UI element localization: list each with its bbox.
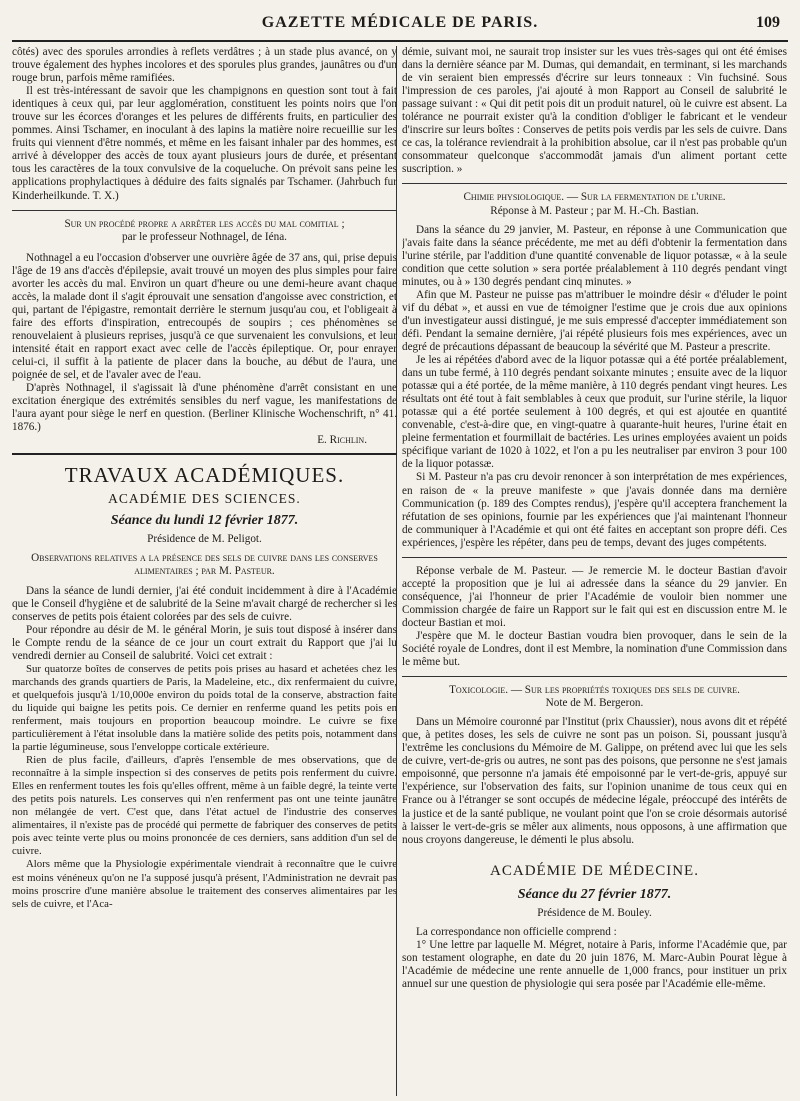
paragraph: Je les ai répétées d'abord avec de la liquor potassæ qui a été portée préalablement, dans un tube fermé, à 110 degrés pendant soixante minutes ; ensuite avec de la liquor potassæ qui a été portée, de la même manière, à 110 degrés pendant vingt heures. Les résultats ont été tout à fait semblables à ceux que produit, sur l'urine stérile, la liquor potassæ qui a été portée seulement à 100 degrés, et qui est ajoutée en quantité convenable, c'est-à-dire que, en vingt-quatre à quarante-huit heures, l'urine était en pleine fermentation et fourmillait de bactéries. Les urines employées avaient un poids spécifique variant de 1020 à 1022, et l'on a pu les neutraliser par environ 3 pour 100 de la liquor potassæ. (402, 354, 787, 471)
paragraph: J'espère que M. le docteur Bastian voudra bien provoquer, dans le sein de la Société royale de Londres, dont il est Membre, la nomination d'une Commission dans le même but. (402, 629, 787, 669)
paragraph: D'après Nothnagel, il s'agissait là d'une phénomène d'arrêt consistant en une excitation énergique des extrémités sensibles du nerf vague, les manifestations de l'aura ayant pour siège le nerf en question. (Berliner Klinische Wochenschrift, n° 41. 1876.) (12, 382, 397, 434)
paragraph: Pour répondre au désir de M. le général Morin, je suis tout disposé à insérer dans le Compte rendu de la séance de ce jour un court extrait du Rapport que j'ai lu vendredi dernier au Conseil de salubrité. Voici cet extrait : (12, 623, 397, 662)
page-number: 109 (756, 14, 780, 31)
paragraph: Dans la séance du 29 janvier, M. Pasteur, en réponse à une Communication que j'avais faite dans la séance précédente, me met au défi d'obtenir la fermentation dans l'urine stérile, par l'addition d'une quantité convenable de liquor potassæ, « à la seule condition que cette solution » sera portée préalablement à 110 degrés pendant vingt minutes, ou à » 130 degrés pendant cinq minutes. » (402, 223, 787, 288)
section-title: TRAVAUX ACADÉMIQUES. (64, 463, 345, 488)
paragraph: Il est très-intéressant de savoir que les champignons en question sont tout à fait identiques à ceux qui, par leur agglomération, constituent les points noirs que l'on trouve sur les écorces d'oranges et les pelures de différents fruits, en particulier des pommes. Ainsi Tschamer, en inoculant à des lapins la matière noire recueillie sur les fruits qui viennent d'être nommés, et même en les faisant inhaler par des hommes, est arrivé à développer des accès de toux ayant plusieurs jours de durée, et présentant tous les caractères de la toux convulsive de la coqueluche. On prévoit sans peine les applications prophylactiques à déduire des faits signalés par Tschamer. (Jahrbuch fur Kinderheilkunde. T. X.) (12, 85, 397, 202)
paragraph: Réponse verbale de M. Pasteur. — Je remercie M. le docteur Bastian d'avoir accepté la proposition que je lui ai adressée dans la séance du 29 janvier. En conséquence, j'ai l'honneur de prier l'Académie de vouloir bien nommer une Commission chargée de faire un Rapport sur le fait qui est en discussion entre M. le docteur Bastian et moi. (402, 564, 787, 629)
academy-title: ACADÉMIE DES SCIENCES. (108, 491, 301, 507)
paragraph: Si M. Pasteur n'a pas cru devoir renoncer à son interprétation de mes expériences, en raison de « la preuve manifeste » que j'avais donnée dans ma dernière Communication (p. 189 des Comptes rendus), j'espère qu'il acceptera franchement la réfutation de ses opinions, fournie par les expériences que j'ai maintenant l'honneur de communiquer à l'Académie et qui ont été faites en acceptant son propre défi. Ces expériences, j'espère les répéter, dans peu de temps, devant des juges compétents. (402, 471, 787, 549)
paragraph: La correspondance non officielle comprend : (416, 925, 617, 938)
running-header (12, 14, 788, 36)
section-rule (402, 183, 787, 184)
session-title: Séance du lundi 12 février 1877. (110, 513, 299, 529)
session-title: Séance du 27 février 1877. (517, 886, 672, 902)
article-title: Chimie physiologique. — Sur la fermentation de l'urine. (463, 191, 726, 204)
section-rule (402, 676, 787, 677)
paragraph: Alors même que la Physiologie expérimentale viendrait à reconnaître que le cuivre est moins vénéneux qu'on ne l'a supposé jusqu'à présent, l'Administration ne devrait pas moins proscrire d'une manière absolue le traitement des conserves alimentaires par les sels de cuivre, et l'Aca- (12, 858, 397, 910)
presidence: Présidence de M. Peligot. (147, 533, 262, 546)
paragraph: Dans la séance de lundi dernier, j'ai été conduit incidemment à dire à l'Académie que le Conseil d'hygiène et de salubrité de la Seine m'avait chargé de rechercher si les conserves de petits pois étaient colorées par des sels de cuivre. (12, 584, 397, 623)
article-subtitle: Réponse à M. Pasteur ; par M. H.-Ch. Bastian. (490, 204, 699, 217)
section-rule (12, 453, 397, 455)
academy-title: ACADÉMIE DE MÉDECINE. (490, 862, 699, 879)
article-title: Toxicologie. — Sur les propriétés toxiques des sels de cuivre. (449, 684, 740, 697)
paragraph: Nothnagel a eu l'occasion d'observer une ouvrière âgée de 37 ans, qui, prise depuis l'âge de 19 ans d'accès d'épilepsie, avait trouvé un moyen des plus simples pour faire avorter les accès du mal. Environ un quart d'heure ou une demi-heure avant chaque accès, la malade dont il s'agit éprouvait une sensation d'angoisse avec constriction, et qui, partant de l'épigastre, remontait derrière le sternum jusqu'au cou, et l'obligeait à faire des efforts d'inspiration, entrecoupés de soupirs ; ces phénomènes se renouvelaient à plusieurs reprises, jusqu'à ce que survenaient les convulsions, et leur intensité était en rapport exact avec celle de l'accès épileptique. Or, pour enrayer celui-ci, il suffit à la patiente de placer dans la bouche, au début de l'aura, une poignée de sel, et de l'avaler avec de l'eau. (12, 251, 397, 382)
paragraph: côtés) avec des sporules arrondies à reflets verdâtres ; à un stade plus avancé, on y trouve également des hyphes incolores et des sporules plus grandes, jaunâtres ou d'un rouge brun, parfois même ramifiées. (12, 46, 397, 85)
paragraph: démie, suivant moi, ne saurait trop insister sur les vues très-sages qui ont été émises dans la dernière séance par M. Dumas, qui demandait, en terminant, si les marchands de vin seraient bien empressés d'écrire sur leurs tonneaux : Vin fuchsiné. Sous l'impression de ces paroles, j'ai ajouté à mon Rapport au Conseil de salubrité le passage suivant : « Qui dit petit pois dit un produit naturel, où le cuivre est absent. La tolérance ne pourrait exister qu'à la condition d'obliger le fabricant et le vendeur d'inscrire sur leurs boîtes : Conserves de petits pois verdis par les sels de cuivre. Dans ce cas, la tolérance reviendrait à la prohibition absolue, car il n'est pas probable qu'un consommateur quelconque s'accommodât jamais d'un aliment portant cette suscription. » (402, 46, 787, 176)
paragraph: 1° Une lettre par laquelle M. Mégret, notaire à Paris, informe l'Académie que, par son testament olographe, en date du 20 juin 1876, M. Marc-Aubin Pourat lègue à l'Académie de médecine une rente annuelle de 1,000 francs, pour instituer un prix annuel sur une question de physiologie qui sera posée par l'Académie elle-même. (402, 938, 787, 990)
presidence: Présidence de M. Bouley. (537, 906, 652, 919)
journal-title: GAZETTE MÉDICALE DE PARIS. (261, 14, 539, 31)
quoted-extract (12, 663, 397, 911)
article-subtitle: Note de M. Bergeron. (545, 697, 644, 710)
left-column (12, 46, 397, 1096)
header-rule (12, 40, 788, 42)
article-author: par le professeur Nothnagel, de Iéna. (122, 230, 287, 243)
paragraph: Dans un Mémoire couronné par l'Institut (prix Chaussier), nous avons dit et répété que, à petites doses, les sels de cuivre ne sont pas un poison. Si, poussant jusqu'à l'extrême les conclusions du Mémoire de M. Galippe, on prétend avec lui que les sels de cuivre, vert-de-gris ou autres, ne sont pas des poisons, que personne ne s'est jamais empoisonné, que personne n'a jamais été empoisonné par le vert-de-gris, appuyé sur l'expérience, sur l'observation des faits, sur l'opinion unanime de tous ceux qui en France ou à l'étranger se sont occupés de médecine légale, préoccupé des intérêts de la justice et de la santé publique, ne voulant point que l'on se croie désormais autorisé à laisser le vert-de-gris se mêler aux aliments, nous opposons, à une affirmation que nous croyons dangereuse, le démenti le plus absolu. (402, 716, 787, 846)
paragraph: Sur quatorze boîtes de conserves de petits pois prises au hasard et achetées chez les marchands des grands quartiers de Paris, la Madeleine, etc., dix renfermaient du cuivre, et quelquefois jusqu'à 1/10,000e environ du poids total de la conserve, abstraction faite du liquide qui baigne les petits pois. Ce dernier en renferme quand les petits pois en renferment, mais toujours en proportion beaucoup moindre. Le cuivre se fixe particulièrement à l'état insoluble dans la matière solide des petits pois, notamment dans la partie légumineuse, sous l'enveloppe corticale extérieure. (12, 662, 397, 754)
article-title: Sur un procédé propre a arrêter les accès du mal comitial ; (64, 217, 345, 230)
section-rule (402, 557, 787, 558)
section-rule (12, 210, 397, 211)
right-column (402, 46, 787, 1096)
paragraph: Rien de plus facile, d'ailleurs, d'après l'ensemble de mes observations, que de reconnaître à la simple inspection si des conserves de petits pois renferment du cuivre. Elles en renferment toutes les fois qu'elles offrent, même à un faible degré, la teinte verte des petits pois naturels. Les conserves qui n'en renferment pas ont une teinte jaunâtre non mélangée de vert. C'est que, dans l'état actuel de l'industrie des conserves alimentaires, il n'existe pas de procédé qui permette de fabriquer des conserves de petits pois avec teinte verte plus ou moins prononcée de ces derniers, sans addition d'un sel de cuivre. (12, 754, 397, 858)
paragraph: Afin que M. Pasteur ne puisse pas m'attribuer le moindre désir « d'éluder le point vif du débat », et aussi en vue de témoigner l'estime que je crois due aux opinions d'un investigateur aussi distingué, je me suis empressé d'accepter immédiatement son défi. Pendant la semaine dernière, j'ai répété plusieurs fois mes expériences, avec un degré de précautions dépassant de beaucoup la sévérité que M. Pasteur a prescrite. (402, 288, 787, 353)
signature: E. Richlin. (317, 434, 367, 447)
article-title: Observations relatives a la présence des sels de cuivre dans les conserves alimentaires ; par M. Pasteur. (31, 552, 378, 578)
